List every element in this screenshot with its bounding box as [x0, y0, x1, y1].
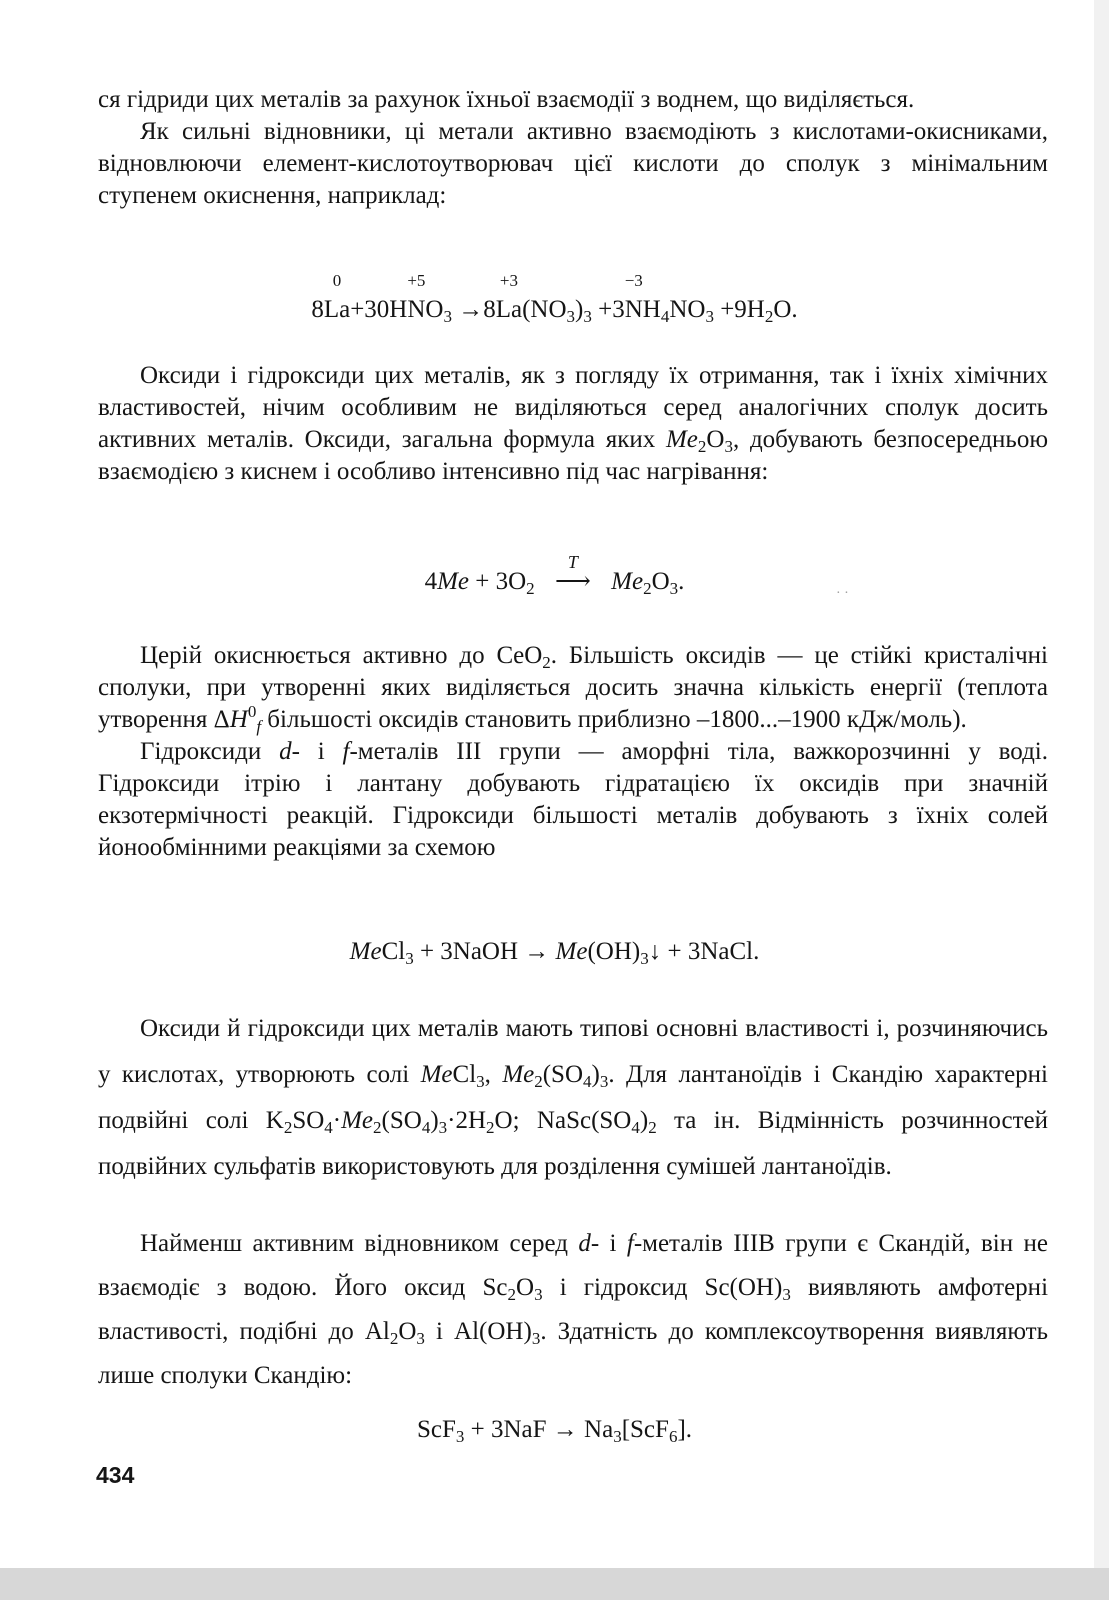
page-right-edge: [1094, 0, 1109, 1568]
equation-1: 8 0 La+30H +5 $NO_3 \to 8$ +3 $La(NO_3)_3 +3$ −3 $NH_4NO_3 +9H_2O$.: [311, 271, 798, 326]
text-block-3: [98, 640, 1048, 864]
paragraph-6: Оксиди й гідроксиди цих металів мають типові основні властивості і, розчиняючись у кислотах, утворюють солі MeCl$_3$, $Me_2(SO_4)_3$. Для лантаноїдів і Скандію характерні подвійні солі $K_2SO_4\cdot Me_2(SO_4)_3\cdot 2H_2O$; $NaSc(SO_4)_2$ та ін. Відмінність розчинностей подвійних сульфатів використовують для розділення сумішей лантаноїдів.: [98, 1015, 1048, 1180]
paragraph-3: Оксиди і гідроксиди цих металів, як з погляду їх отримання, так і їхніх хімічних властивостей, нічим особливим не виділяються серед аналогічних сполук досить активних металів. Оксиди, загальна формула яких $Me_2O_3$, добувають безпосередньою взаємодією з киснем і особливо інтенсивно під час нагрівання:: [98, 362, 1049, 485]
oxidation-state: 0: [332, 271, 342, 290]
text-block-5: [98, 1222, 1048, 1398]
speck: · ·: [836, 586, 849, 601]
equation-3: MeCl$_3$ + 3NaOH → $Me(OH)_3↓$ + 3NaCl.: [349, 938, 760, 968]
oxidation-state: −3: [624, 271, 643, 290]
oxidation-state: +3: [499, 271, 518, 290]
arrow-condition: T: [567, 552, 578, 572]
paragraph-1: ся гідриди цих металів за рахунок їхньої взаємодії з воднем, що виділяється.: [98, 86, 915, 113]
equation-2: $4Me + 3O_2$ T ⟶ $Me_2O_3$.: [0, 566, 1109, 598]
text-block-4: [98, 1006, 1048, 1190]
equation-4: $ScF_3 + 3NaF \to Na_3[ScF_6]$.: [416, 1416, 693, 1446]
oxidation-state: +5: [407, 271, 426, 290]
paragraph-5: Гідроксиди d- і f-металів III групи — аморфні тіла, важкорозчинні у воді. Гідроксиди ітрію і лантану добувають гідратацією їх оксидів при значній екзотермічності реакцій. Гідроксиди більшості металів добувають з їхніх солей йонообмінними реакціями за схемою: [98, 738, 1048, 861]
page-number: 434: [96, 1462, 135, 1488]
paragraph-4: Церій окиснюється активно до CeO$_2$. Більшість оксидів — це стійкі кристалічні сполуки, при утворенні яких виділяється досить значна кількість енергії (теплота утворення $\Delta H^0_f$ більшості оксидів становить приблизно –1800...–1900 кДж/моль).: [98, 642, 1048, 736]
text-block-2: [98, 360, 1048, 488]
text-block-1: [98, 84, 1048, 212]
scan-bottom-edge: [0, 1568, 1109, 1600]
paragraph-7: Найменш активним відновником серед d- і f-металів IIIB групи є Скандій, він не взаємодіє з водою. Його оксид $Sc_2O_3$ і гідроксид $Sc(OH)_3$ виявляють амфотерні властивості, подібні до $Al_2O_3$ і $Al(OH)_3$. Здатність до комплексоутворення виявляють лише сполуки Скандію:: [98, 1230, 1049, 1389]
paragraph-2: Як сильні відновники, ці метали активно взаємодіють з кислотами-окисниками, відновлюючи елемент-кислотоутворювач цієї кислоти до сполук з мінімальним ступенем окиснення, наприклад:: [98, 118, 1048, 209]
